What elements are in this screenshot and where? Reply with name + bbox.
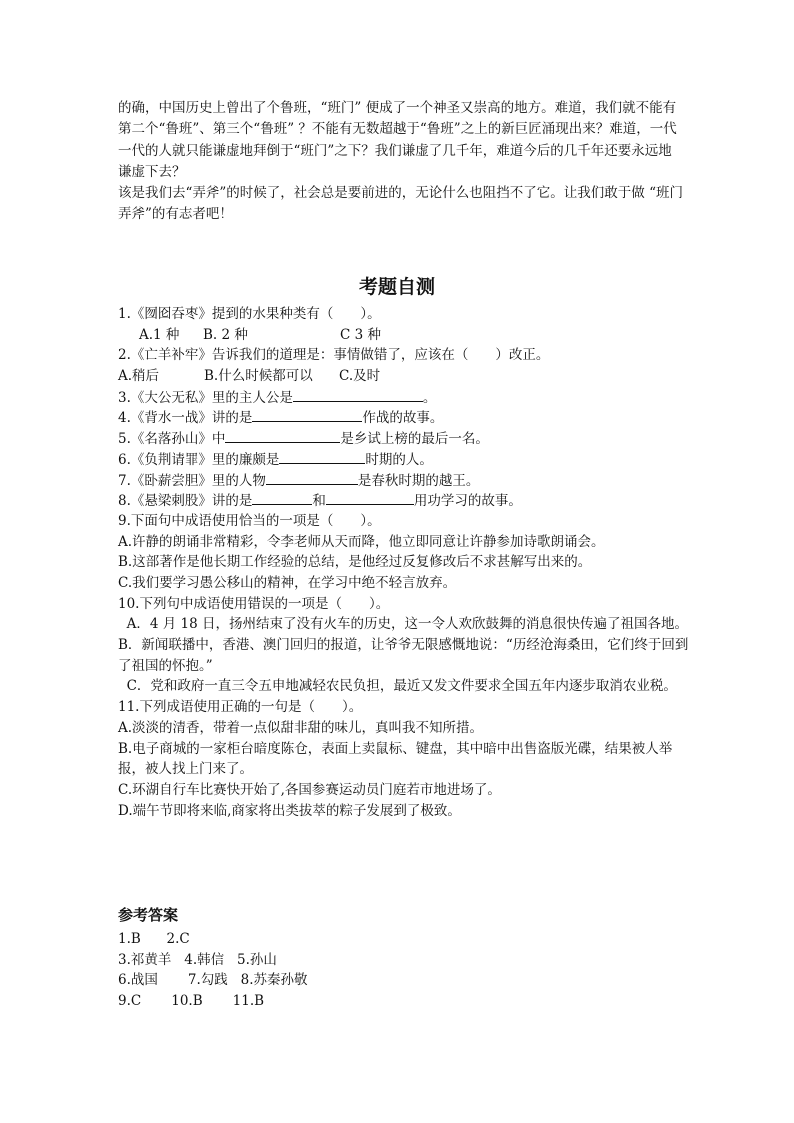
- option-a: A.1 种: [139, 326, 180, 343]
- question-7-tail: 是春秋时期的越王。: [357, 472, 480, 489]
- question-11-option-c: C.环湖自行车比赛快开始了,各国参赛运动员门庭若市地进场了。: [118, 781, 501, 798]
- question-2: 2.《亡羊补牢》告诉我们的道理是：事情做错了，应该在（ ）改正。: [118, 347, 550, 364]
- option-a: A.稍后: [118, 368, 160, 385]
- option-c: C 3 种: [340, 326, 382, 343]
- section-title: 考题自测: [358, 276, 435, 298]
- question-4: [118, 407, 690, 428]
- question-8-text: 8.《悬梁刺股》讲的是: [118, 493, 253, 510]
- option-b: B. 2 种: [203, 326, 248, 343]
- answer-key: [118, 905, 618, 1012]
- question-4-tail: 作战的故事。: [362, 410, 444, 427]
- question-9-option-b: B.这部著作是他长期工作经验的总结，是他经过反复修改后不求甚解写出来的。: [118, 554, 592, 571]
- answer-blank: [266, 470, 358, 485]
- question-2-options: [118, 366, 690, 387]
- question-3-tail: 。: [422, 389, 437, 406]
- question-9-option-a: A.许静的朗诵非常精彩，令李老师从天而降，他立即同意让许静参加诗歌朗诵会。: [118, 533, 605, 550]
- question-1: 1.《囫囵吞枣》提到的水果种类有（ ）。: [118, 306, 381, 322]
- question-6-tail: 时期的人。: [365, 451, 433, 468]
- question-8-mid: 和: [312, 493, 326, 510]
- question-6: [118, 449, 690, 470]
- answer-key-title: 参考答案: [118, 906, 179, 924]
- question-8: [118, 490, 690, 511]
- question-5-text: 5.《名落孙山》中: [118, 431, 226, 448]
- question-1-options: [118, 325, 690, 346]
- question-10: 10.下列句中成语使用错误的一项是（ ）。: [118, 595, 390, 612]
- question-6-text: 6.《负荆请罪》里的廉颇是: [118, 451, 280, 468]
- question-5-tail: 是乡试上榜的最后一名。: [340, 431, 489, 448]
- question-11-option-d: D.端午节即将来临,商家将出类拔萃的粽子发展到了极致。: [118, 802, 461, 819]
- question-9-option-c: C.我们要学习愚公移山的精神，在学习中绝不轻言放弃。: [118, 574, 457, 591]
- question-8-tail: 用功学习的故事。: [413, 493, 522, 510]
- question-11-option-b: B.电子商城的一家柜台暗度陈仓，表面上卖鼠标、键盘，其中暗中出售盗版光碟，结果被人举报，被人找上门来了。: [118, 740, 673, 778]
- question-10-option-b: B．新闻联播中，香港、澳门回归的报道，让爷爷无限感慨地说：“历经沧海桑田，它们终于回到了祖国的怀抱。”: [118, 637, 689, 674]
- question-list: [118, 304, 690, 821]
- intro-paragraph-2: 该是我们去“弄斧”的时候了，社会总是要前进的，无论什么也阻挡不了它。让我们敢于做 “班门弄斧”的有志者吧！: [118, 185, 683, 223]
- question-11: 11.下列成语使用正确的一句是（ ）。: [118, 699, 363, 716]
- answer-line: 1.B 2.C: [118, 930, 190, 947]
- question-3: [118, 387, 690, 408]
- answer-line: 3.祁黄羊 4.韩信 5.孙山: [118, 951, 277, 968]
- answer-line: 9.C 10.B 11.B: [118, 993, 265, 1010]
- question-4-text: 4.《背水一战》讲的是: [118, 410, 253, 427]
- question-7-text: 7.《卧薪尝胆》里的人物: [118, 472, 266, 489]
- question-11-option-a: A.淡淡的清香，带着一点似甜非甜的味儿，真叫我不知所措。: [118, 719, 484, 736]
- answer-blank: [225, 428, 340, 443]
- answer-blank: [252, 407, 362, 422]
- answer-blank: [252, 490, 312, 505]
- answer-blank: [326, 490, 414, 505]
- answer-blank: [279, 449, 365, 464]
- question-3-text: 3.《大公无私》里的主人公是: [118, 389, 293, 406]
- answer-blank: [293, 387, 423, 402]
- question-7: [118, 470, 690, 491]
- option-c: C.及时: [339, 368, 381, 385]
- intro-passage: [118, 98, 684, 226]
- option-b: B.什么时候都可以: [204, 368, 313, 385]
- intro-paragraph-1: 的确，中国历史上曾出了个鲁班，“班门” 便成了一个神圣又崇高的地方。难道，我们就不能有第二个“鲁班”、第三个“鲁班” ？不能有无数超越于“鲁班”之上的新巨匠涌现出来？难道，一代一代的人就只能谦虚地拜倒于“班门”之下？我们谦虚了几千年，难道今后的几千年还要永远地谦虚下去？: [118, 100, 677, 180]
- question-10-option-c: C．党和政府一直三令五申地减轻农民负担，最近又发文件要求全国五年内逐步取消农业税。: [118, 678, 677, 695]
- answer-line: 6.战国 7.勾践 8.苏秦孙敬: [118, 972, 308, 989]
- question-5: [118, 428, 690, 449]
- question-10-option-a: A．4 月 18 日，扬州结束了没有火车的历史，这一令人欢欣鼓舞的消息很快传遍了祖国各地。: [118, 616, 688, 633]
- question-9: 9.下面句中成语使用恰当的一项是（ ）。: [118, 512, 381, 529]
